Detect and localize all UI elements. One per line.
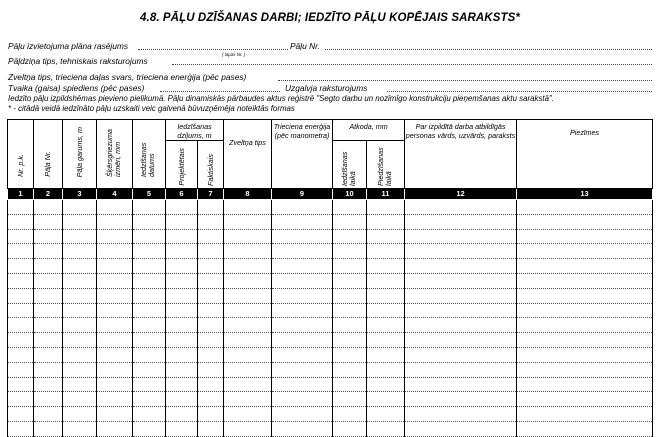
table-cell[interactable] bbox=[333, 392, 367, 407]
table-cell[interactable] bbox=[405, 259, 517, 274]
table-cell[interactable] bbox=[166, 244, 198, 259]
table-cell[interactable] bbox=[272, 259, 333, 274]
table-cell[interactable] bbox=[34, 362, 63, 377]
table-cell[interactable] bbox=[133, 333, 166, 348]
table-cell[interactable] bbox=[405, 229, 517, 244]
table-cell[interactable] bbox=[517, 362, 653, 377]
table-cell[interactable] bbox=[97, 244, 133, 259]
plan-label: Pāļu izvietojuma plāna rasējums bbox=[8, 41, 129, 51]
table-cell[interactable] bbox=[367, 229, 405, 244]
table-cell[interactable] bbox=[166, 229, 198, 244]
pile-nr-line[interactable] bbox=[325, 49, 652, 50]
table-cell[interactable] bbox=[333, 229, 367, 244]
table-cell[interactable] bbox=[133, 392, 166, 407]
table-cell[interactable] bbox=[224, 318, 272, 333]
table-cell[interactable] bbox=[517, 200, 653, 215]
pile-nr-label: Pāļu Nr. bbox=[290, 41, 320, 51]
table-cell[interactable] bbox=[333, 303, 367, 318]
table-cell[interactable] bbox=[517, 214, 653, 229]
table-cell[interactable] bbox=[166, 273, 198, 288]
table-cell[interactable] bbox=[224, 392, 272, 407]
table-cell[interactable] bbox=[63, 421, 97, 436]
table-cell[interactable] bbox=[367, 347, 405, 362]
col-num: 12 bbox=[405, 189, 517, 200]
table-cell[interactable] bbox=[405, 347, 517, 362]
table-cell[interactable] bbox=[8, 347, 34, 362]
table-cell[interactable] bbox=[272, 392, 333, 407]
table-row bbox=[8, 229, 653, 244]
table-cell[interactable] bbox=[272, 273, 333, 288]
table-cell[interactable] bbox=[224, 362, 272, 377]
table-cell[interactable] bbox=[97, 318, 133, 333]
table-cell[interactable] bbox=[34, 303, 63, 318]
table-cell[interactable] bbox=[333, 347, 367, 362]
table-cell[interactable] bbox=[333, 273, 367, 288]
table-cell[interactable] bbox=[517, 318, 653, 333]
table-row bbox=[8, 200, 653, 215]
table-cell[interactable] bbox=[63, 377, 97, 392]
col-num: 5 bbox=[133, 189, 166, 200]
table-cell[interactable] bbox=[224, 303, 272, 318]
table-cell[interactable] bbox=[333, 421, 367, 436]
table-cell[interactable] bbox=[224, 273, 272, 288]
table-cell[interactable] bbox=[133, 407, 166, 422]
table-cell[interactable] bbox=[63, 244, 97, 259]
table-cell[interactable] bbox=[198, 362, 224, 377]
table-cell[interactable] bbox=[405, 318, 517, 333]
hammer-label: Zveltņa tips, trieciena daļas svars, trieciena enerģija (pēc pases) bbox=[8, 72, 247, 82]
table-cell[interactable] bbox=[166, 421, 198, 436]
table-cell[interactable] bbox=[517, 377, 653, 392]
table-cell[interactable] bbox=[133, 288, 166, 303]
table-cell[interactable] bbox=[34, 259, 63, 274]
col-header-design: Projektētais bbox=[166, 141, 198, 189]
table-cell[interactable] bbox=[272, 347, 333, 362]
col-header-actual: Faktiskais bbox=[198, 141, 224, 189]
table-cell[interactable] bbox=[272, 377, 333, 392]
col-header-responsible: Par izpildītā darba atbildīgās personas vārds, uzvārds, paraksts bbox=[405, 120, 517, 189]
table-cell[interactable] bbox=[367, 259, 405, 274]
table-cell[interactable] bbox=[517, 347, 653, 362]
table-cell[interactable] bbox=[198, 392, 224, 407]
table-cell[interactable] bbox=[224, 214, 272, 229]
plan-caption: ( lapas Nr. ) bbox=[222, 52, 246, 57]
col-num: 4 bbox=[97, 189, 133, 200]
col-num: 10 bbox=[333, 189, 367, 200]
table-cell[interactable] bbox=[333, 244, 367, 259]
pile-list-table bbox=[7, 119, 653, 437]
table-cell[interactable] bbox=[8, 333, 34, 348]
table-cell[interactable] bbox=[34, 214, 63, 229]
table-cell[interactable] bbox=[333, 407, 367, 422]
table-cell[interactable] bbox=[405, 362, 517, 377]
table-cell[interactable] bbox=[224, 421, 272, 436]
table-cell[interactable] bbox=[34, 229, 63, 244]
table-cell[interactable] bbox=[34, 392, 63, 407]
table-cell[interactable] bbox=[133, 377, 166, 392]
table-cell[interactable] bbox=[97, 288, 133, 303]
table-cell[interactable] bbox=[198, 200, 224, 215]
table-cell[interactable] bbox=[333, 362, 367, 377]
table-cell[interactable] bbox=[166, 214, 198, 229]
col-header-energy: Trieciena enerģija (pēc manometra) bbox=[272, 120, 333, 189]
table-cell[interactable] bbox=[97, 273, 133, 288]
steam-label: Tvaika (gaisa) spiediens (pēc pases) bbox=[8, 83, 145, 93]
col-num: 13 bbox=[517, 189, 653, 200]
table-cell[interactable] bbox=[517, 273, 653, 288]
table-cell[interactable] bbox=[133, 347, 166, 362]
col-header-length: Pāļa garums, m bbox=[63, 120, 97, 189]
table-cell[interactable] bbox=[166, 392, 198, 407]
table-cell[interactable] bbox=[367, 362, 405, 377]
table-cell[interactable] bbox=[198, 303, 224, 318]
table-cell[interactable] bbox=[224, 244, 272, 259]
table-cell[interactable] bbox=[8, 421, 34, 436]
col-header-rebound-group: Atkoda, mm bbox=[333, 120, 405, 141]
table-cell[interactable] bbox=[405, 214, 517, 229]
table-cell[interactable] bbox=[133, 362, 166, 377]
cap-line[interactable] bbox=[387, 91, 652, 92]
table-cell[interactable] bbox=[63, 333, 97, 348]
table-cell[interactable] bbox=[34, 273, 63, 288]
page-title: 4.8. PĀĻU DZĪŠANAS DARBI; IEDZĪTO PĀĻU KOPĒJAIS SARAKSTS* bbox=[140, 12, 520, 24]
hammer-line[interactable] bbox=[278, 80, 652, 81]
table-cell[interactable] bbox=[367, 273, 405, 288]
table-cell[interactable] bbox=[63, 303, 97, 318]
table-cell[interactable] bbox=[63, 318, 97, 333]
table-cell[interactable] bbox=[272, 288, 333, 303]
col-header-hammer-type: Zveltņa tips bbox=[224, 120, 272, 189]
table-cell[interactable] bbox=[34, 407, 63, 422]
table-cell[interactable] bbox=[63, 288, 97, 303]
table-cell[interactable] bbox=[198, 259, 224, 274]
table-cell[interactable] bbox=[97, 407, 133, 422]
table-cell[interactable] bbox=[166, 303, 198, 318]
table-cell[interactable] bbox=[272, 362, 333, 377]
table-cell[interactable] bbox=[333, 377, 367, 392]
table-cell[interactable] bbox=[97, 229, 133, 244]
table-cell[interactable] bbox=[166, 288, 198, 303]
table-row bbox=[8, 392, 653, 407]
col-num: 9 bbox=[272, 189, 333, 200]
table-cell[interactable] bbox=[97, 347, 133, 362]
table-cell[interactable] bbox=[133, 214, 166, 229]
table-cell[interactable] bbox=[405, 392, 517, 407]
table-cell[interactable] bbox=[8, 244, 34, 259]
table-cell[interactable] bbox=[517, 229, 653, 244]
table-cell[interactable] bbox=[198, 407, 224, 422]
table-cell[interactable] bbox=[97, 303, 133, 318]
table-cell[interactable] bbox=[405, 244, 517, 259]
col-header-depth-group: Iedzīšanas dziļums, m bbox=[166, 120, 224, 141]
table-cell[interactable] bbox=[224, 347, 272, 362]
table-cell[interactable] bbox=[333, 318, 367, 333]
table-cell[interactable] bbox=[8, 200, 34, 215]
table-cell[interactable] bbox=[272, 214, 333, 229]
table-cell[interactable] bbox=[517, 303, 653, 318]
table-cell[interactable] bbox=[405, 200, 517, 215]
table-cell[interactable] bbox=[34, 200, 63, 215]
table-row bbox=[8, 421, 653, 436]
table-cell[interactable] bbox=[133, 229, 166, 244]
table-cell[interactable] bbox=[405, 407, 517, 422]
table-cell[interactable] bbox=[8, 214, 34, 229]
table-cell[interactable] bbox=[198, 333, 224, 348]
table-cell[interactable] bbox=[198, 244, 224, 259]
table-cell[interactable] bbox=[517, 407, 653, 422]
pile-driver-label: Pāļdziņa tips, tehniskais raksturojums bbox=[8, 56, 148, 66]
table-cell[interactable] bbox=[8, 273, 34, 288]
table-cell[interactable] bbox=[63, 362, 97, 377]
table-cell[interactable] bbox=[367, 214, 405, 229]
table-cell[interactable] bbox=[224, 288, 272, 303]
plan-line[interactable] bbox=[138, 49, 288, 50]
table-cell[interactable] bbox=[34, 288, 63, 303]
table-cell[interactable] bbox=[166, 318, 198, 333]
cap-label: Uzgalvja raksturojums bbox=[285, 83, 368, 93]
table-cell[interactable] bbox=[405, 303, 517, 318]
table-row bbox=[8, 273, 653, 288]
table-cell[interactable] bbox=[8, 407, 34, 422]
steam-line[interactable] bbox=[160, 91, 280, 92]
table-cell[interactable] bbox=[517, 244, 653, 259]
table-cell[interactable] bbox=[224, 407, 272, 422]
table-cell[interactable] bbox=[405, 333, 517, 348]
table-cell[interactable] bbox=[34, 421, 63, 436]
table-cell[interactable] bbox=[272, 421, 333, 436]
col-header-nr: Nr. p.k. bbox=[8, 120, 34, 189]
table-row bbox=[8, 347, 653, 362]
table-cell[interactable] bbox=[97, 421, 133, 436]
table-cell[interactable] bbox=[34, 377, 63, 392]
col-num: 8 bbox=[224, 189, 272, 200]
table-cell[interactable] bbox=[8, 392, 34, 407]
table-cell[interactable] bbox=[272, 407, 333, 422]
table-cell[interactable] bbox=[367, 318, 405, 333]
table-row bbox=[8, 214, 653, 229]
table-cell[interactable] bbox=[133, 200, 166, 215]
table-cell[interactable] bbox=[224, 200, 272, 215]
note-footnote: * - citādā veidā iedzīnāto pāļu uzskaiti veic galvenā būvuzņēmēja noteiktās formas bbox=[8, 104, 295, 113]
table-row bbox=[8, 259, 653, 274]
col-num: 1 bbox=[8, 189, 34, 200]
table-cell[interactable] bbox=[224, 229, 272, 244]
table-row bbox=[8, 288, 653, 303]
table-cell[interactable] bbox=[63, 407, 97, 422]
col-num: 3 bbox=[63, 189, 97, 200]
table-row bbox=[8, 333, 653, 348]
table-cell[interactable] bbox=[198, 347, 224, 362]
table-cell[interactable] bbox=[198, 273, 224, 288]
table-cell[interactable] bbox=[8, 229, 34, 244]
table-cell[interactable] bbox=[166, 200, 198, 215]
table-cell[interactable] bbox=[272, 318, 333, 333]
table-cell[interactable] bbox=[198, 288, 224, 303]
table-cell[interactable] bbox=[63, 392, 97, 407]
col-header-during: Iedzīšanas laikā bbox=[333, 141, 367, 189]
table-cell[interactable] bbox=[367, 392, 405, 407]
table-cell[interactable] bbox=[272, 200, 333, 215]
table-cell[interactable] bbox=[333, 333, 367, 348]
table-cell[interactable] bbox=[166, 377, 198, 392]
table-cell[interactable] bbox=[367, 200, 405, 215]
col-header-pile-nr: Pāļa Nr. bbox=[34, 120, 63, 189]
table-cell[interactable] bbox=[405, 421, 517, 436]
col-num: 6 bbox=[166, 189, 198, 200]
table-cell[interactable] bbox=[198, 421, 224, 436]
table-row bbox=[8, 244, 653, 259]
table-row bbox=[8, 377, 653, 392]
table-row bbox=[8, 318, 653, 333]
table-cell[interactable] bbox=[34, 318, 63, 333]
table-cell[interactable] bbox=[333, 288, 367, 303]
table-cell[interactable] bbox=[224, 333, 272, 348]
table-cell[interactable] bbox=[224, 377, 272, 392]
table-cell[interactable] bbox=[367, 407, 405, 422]
table-cell[interactable] bbox=[133, 244, 166, 259]
table-cell[interactable] bbox=[8, 288, 34, 303]
table-cell[interactable] bbox=[367, 303, 405, 318]
table-cell[interactable] bbox=[34, 333, 63, 348]
table-cell[interactable] bbox=[272, 303, 333, 318]
table-cell[interactable] bbox=[166, 259, 198, 274]
table-cell[interactable] bbox=[367, 288, 405, 303]
table-cell[interactable] bbox=[333, 200, 367, 215]
table-cell[interactable] bbox=[198, 318, 224, 333]
table-cell[interactable] bbox=[367, 244, 405, 259]
table-cell[interactable] bbox=[333, 259, 367, 274]
col-header-section: Šķērsgriezuma izmēri, mm bbox=[97, 120, 133, 189]
table-cell[interactable] bbox=[133, 303, 166, 318]
table-cell[interactable] bbox=[517, 392, 653, 407]
table-cell[interactable] bbox=[63, 200, 97, 215]
table-cell[interactable] bbox=[8, 377, 34, 392]
table-cell[interactable] bbox=[166, 347, 198, 362]
table-cell[interactable] bbox=[517, 333, 653, 348]
table-cell[interactable] bbox=[272, 333, 333, 348]
table-cell[interactable] bbox=[63, 229, 97, 244]
table-cell[interactable] bbox=[97, 362, 133, 377]
col-header-notes: Piezīmes bbox=[517, 120, 653, 189]
table-cell[interactable] bbox=[517, 421, 653, 436]
table-cell[interactable] bbox=[133, 318, 166, 333]
table-cell[interactable] bbox=[8, 259, 34, 274]
table-row bbox=[8, 303, 653, 318]
col-header-date: Iedzīšanas datums bbox=[133, 120, 166, 189]
table-cell[interactable] bbox=[8, 318, 34, 333]
table-cell[interactable] bbox=[405, 273, 517, 288]
table-cell[interactable] bbox=[367, 333, 405, 348]
table-cell[interactable] bbox=[405, 377, 517, 392]
table-cell[interactable] bbox=[198, 214, 224, 229]
table-cell[interactable] bbox=[166, 407, 198, 422]
table-cell[interactable] bbox=[8, 303, 34, 318]
table-cell[interactable] bbox=[367, 377, 405, 392]
column-number-row bbox=[8, 189, 653, 200]
pile-driver-line[interactable] bbox=[172, 64, 652, 65]
table-cell[interactable] bbox=[333, 214, 367, 229]
table-cell[interactable] bbox=[34, 244, 63, 259]
table-cell[interactable] bbox=[517, 288, 653, 303]
table-cell[interactable] bbox=[133, 259, 166, 274]
table-cell[interactable] bbox=[198, 377, 224, 392]
table-cell[interactable] bbox=[34, 347, 63, 362]
table-row bbox=[8, 407, 653, 422]
note-attachments: Iedzīto pāļu izpildshēmas pievieno pielikumā. Pāļu dinamiskās pārbaudes aktus reģistrē "Segto darbu un nozīmīgo konstrukciju pieņemšanas aktu sarakstā". bbox=[8, 94, 554, 103]
col-num: 7 bbox=[198, 189, 224, 200]
table-cell[interactable] bbox=[272, 244, 333, 259]
table-cell[interactable] bbox=[8, 362, 34, 377]
table-cell[interactable] bbox=[63, 347, 97, 362]
table-cell[interactable] bbox=[97, 214, 133, 229]
table-cell[interactable] bbox=[224, 259, 272, 274]
table-cell[interactable] bbox=[272, 229, 333, 244]
table-cell[interactable] bbox=[97, 392, 133, 407]
table-row bbox=[8, 362, 653, 377]
col-num: 11 bbox=[367, 189, 405, 200]
table-cell[interactable] bbox=[63, 273, 97, 288]
table-cell[interactable] bbox=[166, 333, 198, 348]
col-num: 2 bbox=[34, 189, 63, 200]
table-cell[interactable] bbox=[133, 273, 166, 288]
table-cell[interactable] bbox=[97, 200, 133, 215]
table-cell[interactable] bbox=[97, 377, 133, 392]
table-cell[interactable] bbox=[63, 214, 97, 229]
table-cell[interactable] bbox=[133, 421, 166, 436]
table-cell[interactable] bbox=[367, 421, 405, 436]
col-header-after: Piedzīšanas laikā bbox=[367, 141, 405, 189]
table-cell[interactable] bbox=[198, 229, 224, 244]
table-cell[interactable] bbox=[97, 333, 133, 348]
table-cell[interactable] bbox=[63, 259, 97, 274]
table-cell[interactable] bbox=[166, 362, 198, 377]
table-cell[interactable] bbox=[517, 259, 653, 274]
table-cell[interactable] bbox=[405, 288, 517, 303]
table-cell[interactable] bbox=[97, 259, 133, 274]
